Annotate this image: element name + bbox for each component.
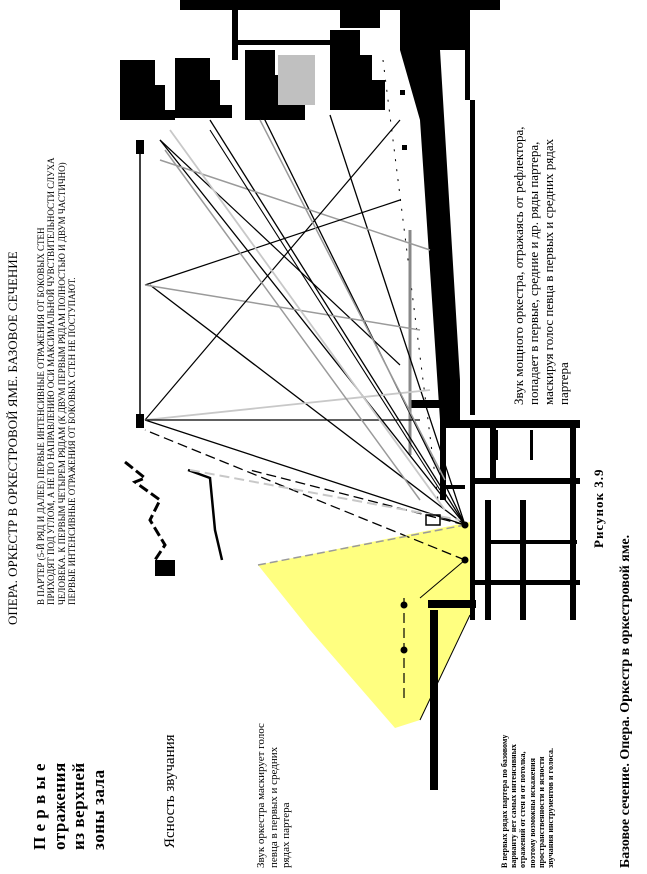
front-rows-note bbox=[500, 735, 555, 868]
front-rows-note-line: В первых рядах партера по базовому bbox=[500, 734, 509, 868]
description-text bbox=[36, 158, 77, 605]
listener-dot bbox=[401, 602, 408, 609]
reflector-note-line: маскируя голос певца в первых и средних рядах bbox=[540, 138, 556, 405]
heading-line: из верхней bbox=[69, 762, 89, 850]
ceiling-reflectors bbox=[125, 140, 222, 576]
first-reflections-heading bbox=[30, 762, 108, 850]
orchestra-sound-zone bbox=[258, 522, 470, 728]
front-rows-note-line: варианту нет самых интенсивных bbox=[509, 744, 519, 868]
masking-note-line: певца в первых и средних bbox=[267, 746, 280, 868]
diagram-title: ОПЕРА. ОРКЕСТР В ОРКЕСТРОВОЙ ЯМЕ. БАЗОВОЕ СЕЧЕНИЕ bbox=[5, 251, 20, 625]
heading-line: отражения bbox=[49, 762, 69, 850]
description-line: ПЕРВЫЕ ИНТЕНСИВНЫЕ ОТРАЖЕНИЯ ОТ БОКОВЫХ СТЕН НЕ ПОСТУПАЮТ. bbox=[67, 277, 78, 605]
listener-dot bbox=[402, 145, 407, 150]
sound-source-dot bbox=[462, 522, 469, 529]
clarity-label: Ясность звучания bbox=[162, 734, 178, 848]
figure-number: Рисунок 3.9 bbox=[591, 468, 606, 548]
reflector-note-line: попадает в первые, средние и др. ряды партера, bbox=[525, 141, 541, 405]
front-rows-note-line: отражений от стен и от потолка, bbox=[518, 751, 528, 868]
figure-caption: Базовое сечение. Опера. Оркестр в оркестровой яме. bbox=[618, 534, 633, 868]
heading-line: П е р в ы е bbox=[30, 763, 49, 850]
reflector-note bbox=[512, 126, 572, 405]
description-line: ЧЕЛОВЕКА. К ПЕРВЫМ ЧЕТЫРЕМ РЯДАМ (К ДВУМ ПЕРВЫМ РЯДАМ ПОЛНОСТЬЮ И ДВУМ ЧАСТИЧНО) bbox=[56, 162, 67, 605]
sound-source-dot bbox=[462, 557, 469, 564]
reflector-note-line: Звук мощного оркестра, отражаясь от рефлектора, bbox=[511, 126, 526, 405]
tier-2 bbox=[175, 58, 232, 118]
description-line: ПРИХОДЯТ ПОД УГЛОМ, А НЕ ПО НАПРАВЛЕНИЮ ОСИ МАКСИМАЛЬНОЙ ЧУВСТВИТЕЛЬНОСТИ СЛУХА bbox=[46, 157, 57, 605]
reflector-note-line: партера bbox=[555, 362, 571, 405]
masking-note-line: рядах партера bbox=[280, 802, 293, 868]
front-rows-note-line: поэтому возможны искажения bbox=[527, 758, 537, 868]
masking-note bbox=[255, 723, 293, 868]
description-line: В ПАРТЕР (5-Й РЯД И ДАЛЕЕ) ПЕРВЫЕ ИНТЕНСИВНЫЕ ОТРАЖЕНИЯ ОТ БОКОВЫХ СТЕН bbox=[36, 227, 46, 605]
balcony-grey bbox=[278, 55, 315, 105]
listener-dot bbox=[400, 90, 405, 95]
heading-line: зоны зала bbox=[88, 769, 108, 850]
masking-note-line: Звук оркестра маскирует голос bbox=[255, 723, 267, 868]
front-rows-note-line: звучания инструментов и голоса. bbox=[545, 748, 555, 868]
front-rows-note-line: пространственности и ясности bbox=[536, 756, 546, 868]
listener-dot bbox=[401, 647, 408, 654]
tier-1 bbox=[120, 60, 175, 120]
